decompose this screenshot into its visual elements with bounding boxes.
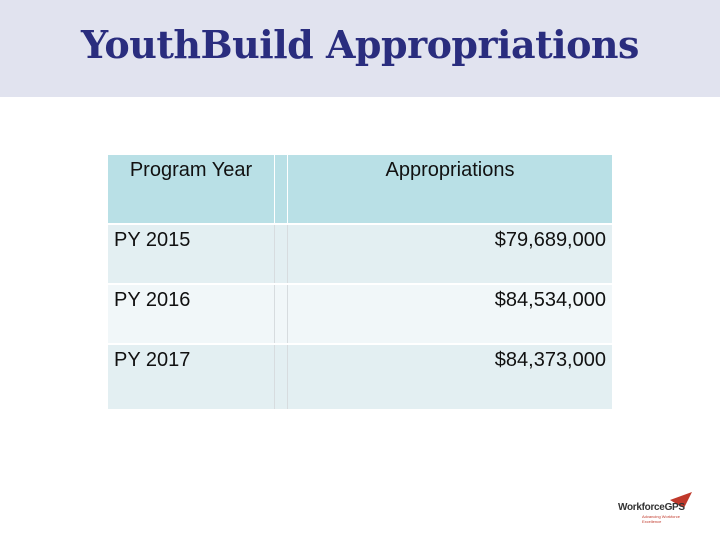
workforcegps-logo xyxy=(612,492,696,522)
cell-program-year: PY 2015 xyxy=(108,224,275,284)
table-row xyxy=(108,224,612,284)
table-header-row xyxy=(108,155,612,224)
header-program-year: Program Year xyxy=(108,155,275,224)
cell-spacer xyxy=(275,224,288,284)
slide-title: YouthBuild Appropriations xyxy=(81,22,639,67)
cell-spacer xyxy=(275,344,288,409)
cell-program-year: PY 2017 xyxy=(108,344,275,409)
cell-program-year: PY 2016 xyxy=(108,284,275,344)
table-row xyxy=(108,284,612,344)
table-row xyxy=(108,344,612,409)
cell-appropriation: $79,689,000 xyxy=(288,224,613,284)
logo-tagline: Advancing Workforce Excellence xyxy=(642,514,680,524)
cell-appropriation: $84,534,000 xyxy=(288,284,613,344)
appropriations-table xyxy=(108,155,612,409)
cell-appropriation: $84,373,000 xyxy=(288,344,613,409)
header-spacer xyxy=(275,155,288,224)
header-appropriations: Appropriations xyxy=(288,155,613,224)
logo-text: WorkforceGPS xyxy=(618,502,685,513)
cell-spacer xyxy=(275,284,288,344)
